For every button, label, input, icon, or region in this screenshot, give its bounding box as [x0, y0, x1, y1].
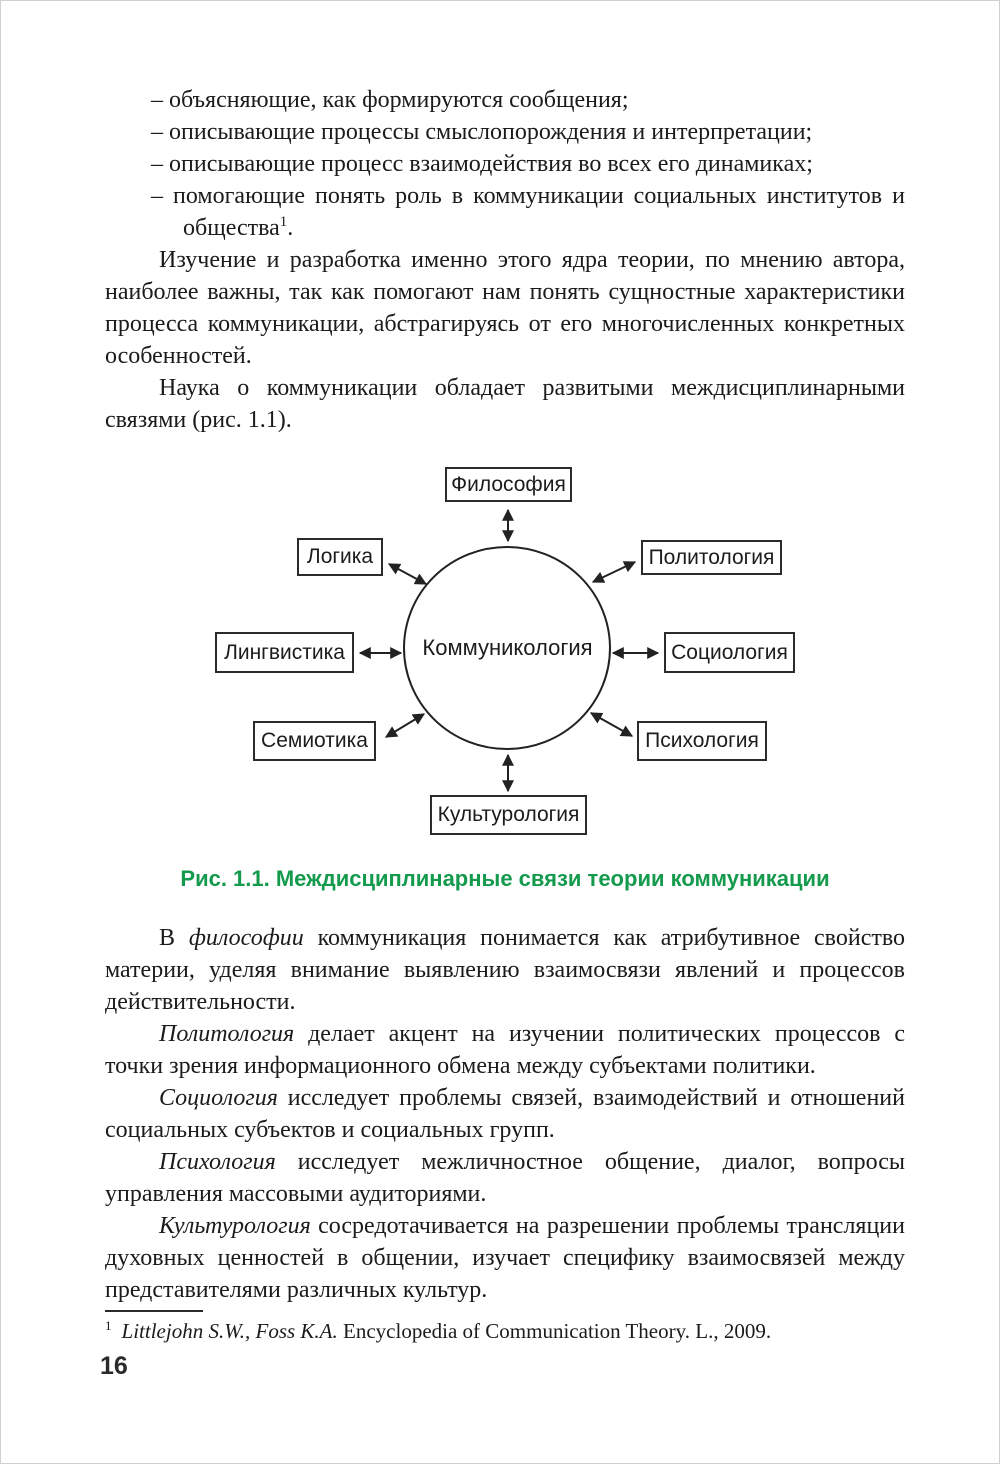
footnote	[105, 1318, 905, 1344]
node-sociology: Социология	[664, 632, 795, 673]
footnote-authors: Littlejohn S.W., Foss K.A.	[121, 1319, 338, 1343]
bullet-list	[105, 84, 905, 244]
paragraph-culturology	[105, 1210, 905, 1306]
bullet-item	[105, 116, 905, 148]
footnote-reference: 1	[279, 214, 288, 230]
term-political-science: Политология	[159, 1021, 295, 1047]
bullet-text-after: .	[287, 215, 294, 241]
bullet-item	[105, 84, 905, 116]
node-psychology: Психология	[637, 721, 767, 761]
paragraph-philosophy	[105, 922, 905, 1018]
double-arrow-psychology	[591, 713, 632, 736]
double-arrow-semiotics	[386, 714, 424, 737]
paragraph-political-science	[105, 1018, 905, 1082]
node-philosophy: Философия	[445, 467, 572, 502]
double-arrow-logic	[389, 564, 426, 584]
bullet-text: – объясняющие, как формируются сообщения;	[151, 87, 629, 113]
footnote-rule	[105, 1310, 203, 1312]
paragraph-core-theory: Изучение и разработка именно этого ядра теории, по мнению автора, наиболее важны, так как помогают нам понять сущностные характеристики процесса коммуникации, абстрагируясь от его многочисленных конкретных особенностей.	[105, 247, 905, 369]
term-philosophy: философии	[188, 925, 304, 951]
node-linguistics: Лингвистика	[215, 632, 354, 673]
node-communicology: Коммуникология	[422, 635, 593, 660]
footnote-area	[105, 1310, 905, 1344]
term-culturology: Культурология	[159, 1213, 311, 1239]
footnote-text: Encyclopedia of Communication Theory. L., 2009.	[337, 1319, 772, 1343]
double-arrow-political-science	[593, 562, 635, 582]
footnote-marker: 1	[105, 1318, 112, 1333]
term-psychology: Психология	[159, 1149, 276, 1175]
term-sociology: Социология	[159, 1085, 278, 1111]
paragraph-psychology	[105, 1146, 905, 1210]
bullet-item	[105, 180, 905, 244]
node-political-science: Политология	[641, 540, 782, 575]
node-culturology: Культурология	[430, 795, 587, 835]
discipline-paragraphs	[105, 922, 905, 1306]
bullet-text: – описывающие процессы смыслопорождения и интерпретации;	[151, 119, 813, 145]
page-number: 16	[100, 1352, 128, 1380]
paragraph-text: исследует межличностное общение, диалог, вопросы управления массовыми аудиториями.	[105, 1149, 905, 1207]
paragraph-text: исследует проблемы связей, взаимодействий и отношений социальных субъектов и социальных групп.	[105, 1085, 905, 1143]
figure-diagram	[0, 454, 1000, 844]
bullet-text: – описывающие процесс взаимодействия во всех его динамиках;	[151, 151, 813, 177]
bullet-text: – помогающие понять роль в коммуникации социальных институтов и общества	[151, 183, 905, 241]
node-semiotics: Семиотика	[253, 721, 376, 761]
bullet-item	[105, 148, 905, 180]
paragraph-sociology	[105, 1082, 905, 1146]
paragraph-interdisciplinary: Наука о коммуникации обладает развитыми междисциплинарными связями (рис. 1.1).	[105, 375, 905, 433]
figure-caption: Рис. 1.1. Междисциплинарные связи теории коммуникации	[180, 866, 830, 891]
paragraph-lead: В	[159, 925, 189, 951]
paragraph-text: сосредотачивается на разрешении проблемы трансляции духовных ценностей в общении, изучает специфику взаимосвязей между представителями различных культур.	[105, 1213, 905, 1303]
paragraph-text: делает акцент на изучении политических процессов с точки зрения информационного обмена между субъектами политики.	[105, 1021, 905, 1079]
paragraph-text: коммуникация понимается как атрибутивное свойство материи, уделяя внимание выявлению взаимосвязи явлений и процессов действительности.	[105, 925, 905, 1015]
node-logic: Логика	[297, 538, 383, 576]
